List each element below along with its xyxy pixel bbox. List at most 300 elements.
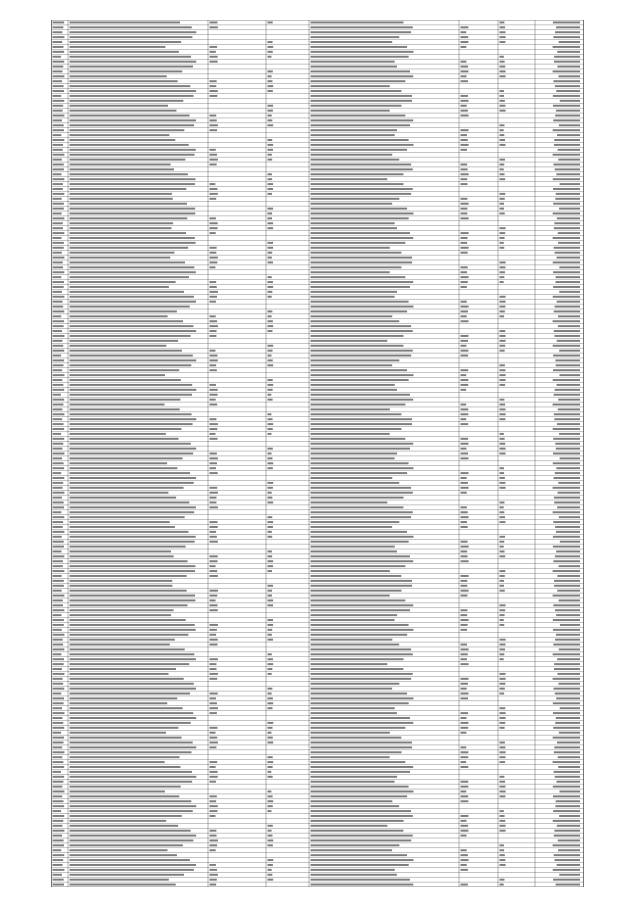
cell-text-line	[461, 864, 467, 866]
cell-text-line	[555, 776, 580, 778]
cell-text-line	[553, 21, 580, 23]
cell-text-line	[311, 678, 412, 680]
cell-text-line	[461, 614, 468, 616]
cell-text-line	[268, 653, 272, 655]
cell-text-line	[558, 408, 580, 410]
cell-text-line	[553, 737, 580, 739]
cell-text-line	[70, 541, 195, 543]
cell-text-line	[553, 453, 580, 455]
cell-text-line	[70, 580, 173, 582]
table-row	[53, 869, 581, 871]
cell-text-line	[210, 198, 217, 200]
cell-text-line	[500, 266, 506, 268]
cell-text-line	[311, 252, 402, 254]
table-row	[53, 399, 581, 401]
cell-text-line	[210, 835, 217, 837]
cell-text-line	[461, 408, 469, 410]
table-row	[53, 413, 581, 415]
cell-text-line	[268, 286, 274, 288]
cell-text-line	[500, 639, 506, 641]
cell-text-line	[268, 364, 274, 366]
cell-text-line	[70, 418, 197, 420]
cell-text-line	[268, 844, 273, 846]
cell-text-line	[268, 688, 273, 690]
cell-text-line	[311, 825, 388, 827]
cell-text-line	[210, 159, 218, 161]
table-row	[53, 815, 581, 817]
cell-text-line	[70, 252, 175, 254]
cell-text-line	[70, 110, 177, 112]
cell-text-line	[560, 707, 580, 709]
cell-text-line	[556, 717, 580, 719]
cell-text-line	[210, 453, 217, 455]
cell-text-line	[311, 203, 393, 205]
cell-text-line	[461, 144, 469, 146]
cell-text-line	[53, 320, 65, 322]
cell-text-line	[558, 766, 580, 768]
cell-text-line	[311, 697, 414, 699]
cell-text-line	[210, 296, 218, 298]
table-row	[53, 673, 581, 675]
cell-text-line	[70, 408, 180, 410]
cell-text-line	[70, 502, 190, 504]
cell-text-line	[311, 95, 413, 97]
cell-text-line	[554, 335, 580, 337]
cell-text-line	[311, 21, 404, 23]
table-row	[53, 320, 581, 322]
cell-text-line	[53, 310, 65, 312]
cell-text-line	[461, 203, 469, 205]
cell-text-line	[557, 217, 580, 219]
table-row	[53, 609, 581, 611]
cell-text-line	[53, 237, 62, 239]
cell-text-line	[70, 315, 168, 317]
cell-text-line	[70, 702, 168, 704]
cell-text-line	[500, 237, 505, 239]
cell-text-line	[70, 66, 194, 68]
cell-text-line	[268, 105, 274, 107]
cell-text-line	[553, 178, 580, 180]
cell-text-line	[268, 355, 272, 357]
cell-text-line	[53, 306, 64, 308]
cell-text-line	[311, 394, 410, 396]
table-row	[53, 261, 581, 263]
cell-text-line	[500, 340, 506, 342]
cell-text-line	[53, 506, 65, 508]
cell-text-line	[53, 364, 64, 366]
cell-text-line	[461, 849, 467, 851]
cell-text-line	[210, 844, 218, 846]
cell-text-line	[53, 124, 64, 126]
cell-text-line	[461, 555, 468, 557]
cell-text-line	[268, 756, 273, 758]
cell-text-line	[500, 213, 505, 215]
cell-text-line	[311, 531, 408, 533]
cell-text-line	[53, 281, 65, 283]
table-row	[53, 80, 581, 82]
cell-text-line	[70, 854, 177, 856]
cell-text-line	[311, 129, 398, 131]
cell-text-line	[311, 296, 395, 298]
cell-text-line	[210, 766, 216, 768]
cell-text-line	[500, 301, 506, 303]
cell-text-line	[70, 536, 196, 538]
cell-text-line	[461, 732, 467, 734]
cell-text-line	[53, 301, 63, 303]
cell-text-line	[311, 457, 395, 459]
cell-text-line	[70, 276, 189, 278]
cell-text-line	[554, 746, 580, 748]
cell-text-line	[53, 624, 64, 626]
cell-text-line	[553, 619, 580, 621]
cell-text-line	[558, 159, 580, 161]
cell-text-line	[70, 609, 174, 611]
cell-text-line	[311, 70, 410, 72]
cell-text-line	[268, 791, 272, 793]
cell-text-line	[210, 849, 216, 851]
table-row	[53, 110, 581, 112]
cell-text-line	[311, 536, 414, 538]
cell-text-line	[210, 149, 216, 151]
cell-text-line	[70, 879, 169, 881]
cell-text-line	[461, 134, 467, 136]
cell-text-line	[70, 61, 197, 63]
cell-text-line	[53, 105, 64, 107]
cell-text-line	[70, 168, 175, 170]
cell-text-line	[500, 31, 506, 33]
cell-text-line	[500, 776, 505, 778]
table-row	[53, 330, 581, 332]
cell-text-line	[70, 526, 175, 528]
table-row	[53, 350, 581, 352]
cell-text-line	[311, 820, 404, 822]
cell-text-line	[311, 619, 395, 621]
cell-text-line	[500, 26, 506, 28]
cell-text-line	[553, 70, 580, 72]
cell-text-line	[311, 164, 412, 166]
cell-text-line	[500, 521, 506, 523]
cell-text-line	[53, 761, 64, 763]
cell-text-line	[311, 712, 397, 714]
cell-text-line	[311, 413, 402, 415]
cell-text-line	[70, 688, 197, 690]
table-row	[53, 506, 581, 508]
cell-text-line	[268, 521, 274, 523]
cell-text-line	[311, 266, 402, 268]
cell-text-line	[557, 257, 580, 259]
cell-text-line	[53, 384, 64, 386]
cell-text-line	[268, 399, 273, 401]
cell-text-line	[53, 791, 65, 793]
table-row	[53, 271, 581, 273]
table-row	[53, 585, 581, 587]
cell-text-line	[311, 575, 402, 577]
cell-text-line	[311, 198, 400, 200]
cell-text-line	[268, 761, 274, 763]
cell-text-line	[461, 795, 469, 797]
table-row	[53, 604, 581, 606]
cell-text-line	[461, 100, 469, 102]
cell-text-line	[70, 90, 197, 92]
cell-text-line	[53, 815, 65, 817]
cell-text-line	[210, 658, 218, 660]
cell-text-line	[53, 727, 65, 729]
cell-text-line	[70, 751, 192, 753]
cell-text-line	[311, 624, 409, 626]
cell-text-line	[311, 90, 402, 92]
cell-text-line	[500, 374, 506, 376]
cell-text-line	[70, 413, 192, 415]
cell-text-line	[70, 604, 188, 606]
cell-text-line	[210, 697, 217, 699]
cell-text-line	[70, 291, 185, 293]
cell-text-line	[553, 546, 580, 548]
cell-text-line	[500, 379, 506, 381]
table-row	[53, 502, 581, 504]
cell-text-line	[268, 771, 272, 773]
cell-text-line	[311, 428, 402, 430]
cell-text-line	[461, 541, 468, 543]
cell-text-line	[70, 340, 179, 342]
cell-text-line	[268, 869, 272, 871]
cell-text-line	[461, 276, 469, 278]
cell-text-line	[210, 668, 217, 670]
cell-text-line	[53, 805, 65, 807]
table-row	[53, 634, 581, 636]
cell-text-line	[70, 46, 166, 48]
cell-text-line	[553, 879, 580, 881]
cell-text-line	[53, 413, 65, 415]
cell-text-line	[268, 21, 273, 23]
cell-text-line	[70, 717, 197, 719]
cell-text-line	[70, 644, 170, 646]
cell-text-line	[461, 791, 467, 793]
cell-text-line	[210, 61, 218, 63]
cell-text-line	[70, 648, 185, 650]
cell-text-line	[268, 457, 273, 459]
cell-text-line	[311, 595, 390, 597]
cell-text-line	[70, 159, 186, 161]
cell-text-line	[311, 193, 412, 195]
cell-text-line	[555, 359, 580, 361]
cell-text-line	[70, 477, 197, 479]
table-row	[53, 242, 581, 244]
cell-text-line	[500, 66, 506, 68]
cell-text-line	[311, 325, 412, 327]
cell-text-line	[70, 849, 168, 851]
cell-text-line	[53, 516, 65, 518]
cell-text-line	[554, 771, 580, 773]
cell-text-line	[500, 227, 506, 229]
cell-text-line	[500, 791, 506, 793]
cell-text-line	[311, 335, 404, 337]
cell-text-line	[557, 51, 580, 53]
cell-text-line	[268, 487, 273, 489]
cell-text-line	[555, 252, 580, 254]
cell-text-line	[210, 51, 216, 53]
cell-text-line	[560, 100, 580, 102]
cell-text-line	[500, 56, 504, 58]
table-row	[53, 193, 581, 195]
cell-text-line	[500, 129, 504, 131]
cell-text-line	[554, 61, 580, 63]
cell-text-line	[311, 227, 397, 229]
cell-text-line	[210, 644, 218, 646]
cell-text-line	[70, 830, 191, 832]
cell-text-line	[311, 771, 411, 773]
cell-text-line	[461, 487, 469, 489]
cell-text-line	[268, 599, 274, 601]
cell-text-line	[268, 864, 273, 866]
cell-text-line	[558, 399, 580, 401]
table-row	[53, 276, 581, 278]
cell-text-line	[311, 379, 409, 381]
cell-text-line	[554, 222, 580, 224]
cell-text-line	[70, 673, 169, 675]
cell-text-line	[70, 389, 197, 391]
cell-text-line	[500, 242, 504, 244]
cell-text-line	[461, 266, 468, 268]
cell-text-line	[70, 247, 189, 249]
table-row	[53, 497, 581, 499]
cell-text-line	[311, 281, 414, 283]
table-row	[53, 26, 581, 28]
cell-text-line	[311, 443, 414, 445]
cell-text-line	[500, 849, 505, 851]
cell-text-line	[311, 404, 406, 406]
cell-text-line	[461, 678, 469, 680]
cell-text-line	[53, 374, 65, 376]
cell-text-line	[311, 320, 400, 322]
cell-text-line	[558, 232, 580, 234]
table-row	[53, 516, 581, 518]
cell-text-line	[461, 315, 467, 317]
cell-text-line	[53, 609, 65, 611]
cell-text-line	[311, 369, 408, 371]
table-row	[53, 678, 581, 680]
cell-text-line	[70, 624, 195, 626]
cell-text-line	[268, 859, 274, 861]
cell-text-line	[70, 100, 184, 102]
table-row	[53, 404, 581, 406]
table-row	[53, 345, 581, 347]
table-row	[53, 237, 581, 239]
cell-text-line	[70, 516, 185, 518]
cell-text-line	[210, 526, 218, 528]
cell-text-line	[311, 66, 398, 68]
cell-text-line	[53, 580, 64, 582]
cell-text-line	[210, 183, 216, 185]
cell-text-line	[554, 830, 580, 832]
cell-text-line	[556, 781, 580, 783]
cell-text-line	[461, 516, 469, 518]
cell-text-line	[500, 477, 505, 479]
table-row	[53, 688, 581, 690]
cell-text-line	[311, 658, 404, 660]
cell-text-line	[311, 31, 412, 33]
table-row	[53, 232, 581, 234]
cell-text-line	[311, 330, 413, 332]
cell-text-line	[559, 599, 580, 601]
cell-text-line	[500, 310, 505, 312]
cell-text-line	[53, 193, 65, 195]
cell-text-line	[268, 46, 274, 48]
table-row	[53, 139, 581, 141]
cell-text-line	[53, 786, 63, 788]
cell-text-line	[461, 443, 469, 445]
cell-text-line	[311, 56, 409, 58]
cell-text-line	[210, 839, 218, 841]
cell-text-line	[311, 673, 413, 675]
cell-text-line	[268, 261, 273, 263]
cell-text-line	[268, 658, 273, 660]
cell-text-line	[70, 678, 184, 680]
cell-text-line	[556, 531, 580, 533]
cell-text-line	[53, 257, 65, 259]
cell-text-line	[461, 46, 467, 48]
cell-text-line	[500, 844, 504, 846]
table-row	[53, 41, 581, 43]
cell-text-line	[53, 404, 64, 406]
cell-text-line	[70, 438, 179, 440]
cell-text-line	[553, 570, 580, 572]
cell-text-line	[461, 271, 467, 273]
cell-text-line	[311, 26, 413, 28]
cell-text-line	[557, 742, 580, 744]
table-row	[53, 462, 581, 464]
cell-text-line	[461, 453, 469, 455]
cell-text-line	[311, 511, 413, 513]
cell-text-line	[311, 688, 393, 690]
cell-text-line	[553, 80, 580, 82]
cell-text-line	[53, 673, 65, 675]
cell-text-line	[555, 85, 580, 87]
cell-text-line	[311, 560, 414, 562]
cell-text-line	[53, 722, 64, 724]
cell-text-line	[311, 707, 395, 709]
cell-text-line	[210, 624, 218, 626]
cell-text-line	[70, 193, 172, 195]
table-row	[53, 771, 581, 773]
cell-text-line	[268, 492, 272, 494]
cell-text-line	[311, 722, 414, 724]
cell-text-line	[70, 115, 190, 117]
cell-text-line	[500, 570, 506, 572]
cell-text-line	[311, 737, 402, 739]
cell-text-line	[70, 213, 196, 215]
cell-text-line	[53, 497, 62, 499]
cell-text-line	[210, 467, 216, 469]
cell-text-line	[210, 800, 217, 802]
cell-text-line	[210, 389, 218, 391]
cell-text-line	[268, 281, 273, 283]
cell-text-line	[53, 839, 64, 841]
cell-text-line	[70, 771, 193, 773]
table-row	[53, 394, 581, 396]
cell-text-line	[311, 119, 414, 121]
cell-text-line	[500, 482, 506, 484]
cell-text-line	[553, 119, 580, 121]
cell-text-line	[210, 164, 217, 166]
cell-text-line	[53, 129, 65, 131]
cell-text-line	[210, 629, 217, 631]
cell-text-line	[53, 536, 62, 538]
cell-text-line	[53, 771, 61, 773]
cell-text-line	[53, 781, 64, 783]
cell-text-line	[500, 688, 505, 690]
cell-text-line	[554, 497, 580, 499]
table-row	[53, 457, 581, 459]
